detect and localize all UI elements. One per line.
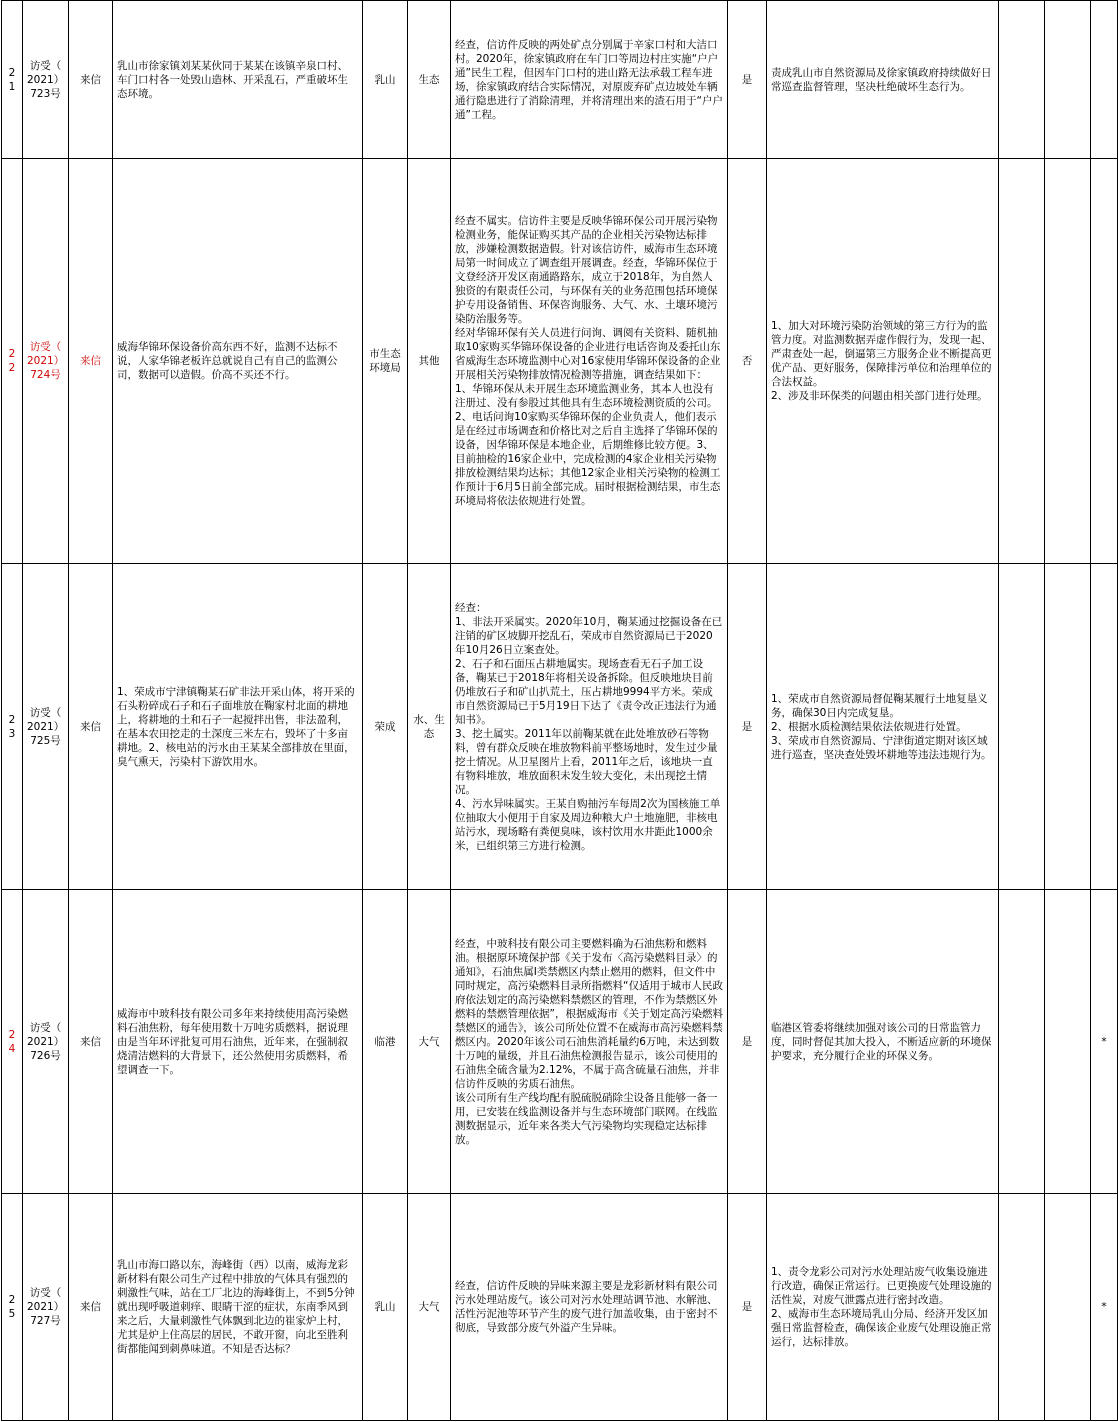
- source-type: 来信: [69, 890, 113, 1194]
- flag-mark: *: [1091, 890, 1118, 1194]
- blank-column: [999, 159, 1045, 564]
- investigation-result: [451, 1, 728, 159]
- handling-measures: [767, 890, 999, 1194]
- complaint-content: [113, 1194, 363, 1421]
- text-paragraph: 1、加大对环境污染防治领域的第三方行为的监管力度。对监测数据弄虚作假行为，发现一起、严肃查处一起，倒逼第三方服务企业不断提高更优产品、更好服务，保障排污单位和治理单位的合法权益。: [771, 320, 992, 388]
- case-code-line: 2021）: [27, 720, 65, 733]
- text-paragraph: 该公司所有生产线均配有脱硫脱硝除尘设备且能够一备一用，已安装在线监测设备并与生态环境部门联网。在线监测数据显示，近年来各类大气污染物均实现稳定达标排放。: [455, 1091, 718, 1146]
- case-code-line: 724号: [30, 369, 61, 381]
- complaint-content: [113, 890, 363, 1194]
- is-verified: 是: [728, 564, 767, 890]
- text-paragraph: 2、涉及非环保类的问题由相关部门进行处理。: [771, 390, 988, 402]
- case-code-line: 726号: [30, 1049, 61, 1062]
- text-paragraph: 威海市中玻科技有限公司多年来持续使用高污染燃料石油焦粉，每年使用数十万吨劣质燃料，据说理由是当年环评批复可用石油焦，近年来，在强制叙烧清洁燃料的大背景下，还公然使用劣质燃料，希望调查一下。: [117, 1007, 348, 1076]
- case-code-line: 727号: [30, 1315, 61, 1327]
- complaint-content: [113, 1, 363, 159]
- source-type: 来信: [69, 1, 113, 159]
- text-paragraph: 经对华锦环保有关人员进行问询、调阅有关资料、随机抽取10家购买华锦环保设备的企业进行电话咨询及委托山东省威海生态环境监测中心对16家使用华锦环保设备的企业开展相关污染物排放情况检测等措施，调查结果如下：: [455, 327, 721, 381]
- text-paragraph: 经查：: [455, 601, 487, 614]
- handling-measures: [767, 564, 999, 890]
- investigation-result: [451, 890, 728, 1194]
- blank-column: [1045, 1, 1091, 159]
- handling-measures: [767, 1194, 999, 1421]
- text-paragraph: 1、荣成市宁津镇鞠某石矿非法开采山体，将开采的石头粉碎成石子和石子面堆放在鞠家村北面的耕地上，将耕地的土和石子一起搅拌出售，非法盈利，在基本农田挖走的土深度三米左右，毁坏了十多亩耕地。2、核电站的污水由王某某全部排放在里面，臭气熏天，污染村下游饮用水。: [117, 685, 355, 768]
- case-code-line: 访受（: [29, 341, 62, 353]
- text-paragraph: 1、非法开采属实。2020年10月，鞠某通过挖掘设备在已注销的矿区坡脚开挖乱石，荣成市自然资源局已于2020年10月26日立案查处。: [455, 615, 723, 656]
- case-code-line: 2021）: [27, 355, 65, 367]
- administrative-area: 乳山: [363, 1, 408, 159]
- text-paragraph: 1、华锦环保从未开展生态环境监测业务，其本人也没有注册过、没有参股过其他具有生态环境检测资质的公司。: [455, 383, 718, 409]
- text-paragraph: 2、石子和石面压占耕地属实。现场查看无石子加工设备，鞠某已于2018年将相关设备拆除。但反映地块目前仍堆放石子和矿山扒荒土，压占耕地9994平方米。荣成市自然资源局已于5月19日下达了《责令改正违法行为通知书》。: [455, 657, 717, 726]
- complaint-table: [1, 0, 1118, 1421]
- pollution-category: 大气: [408, 1194, 451, 1421]
- flag-mark: [1091, 1, 1118, 159]
- text-paragraph: 经查，信访件反映的异味来源主要是龙彩新材料有限公司污水处理站废气。该公司对污水处理站调节池、水解池、活性污泥池等环节产生的废气进行加盖收集，由于密封不彻底，导致部分废气外溢产生异味。: [455, 1280, 718, 1334]
- row-number: 21: [2, 1, 23, 159]
- source-type: 来信: [69, 1194, 113, 1421]
- text-paragraph: 责成乳山市自然资源局及徐家镇政府持续做好日常巡查监督管理，坚决杜绝破坏生态行为。: [771, 66, 992, 93]
- text-paragraph: 3、挖土属实。2011年以前鞠某就在此处堆放砂石等物料，曾有群众反映在堆放物料前平整场地时，发生过少量挖土情况。从卫星图片上看，2011年之后，该地块一直有物料堆放，堆放面积未发生较大变化，未出现挖土情况。: [455, 727, 718, 796]
- blank-column: [1045, 1194, 1091, 1421]
- handling-measures: [767, 159, 999, 564]
- case-code-line: 访受（: [29, 1287, 62, 1299]
- is-verified: 是: [728, 1194, 767, 1421]
- text-paragraph: 3、荣成市自然资源局、宁津街道定期对该区域进行巡查，坚决查处毁坏耕地等违法违规行为。: [771, 734, 992, 761]
- blank-column: [1045, 159, 1091, 564]
- text-paragraph: 经查，中玻科技有限公司主要燃料确为石油焦粉和燃料油。根据原环境保护部《关于发布〈高污染燃料目录〉的通知》，石油焦属Ⅰ类禁燃区内禁止燃用的燃料，但文件中同时规定，高污染燃料目录所指燃料“仅适用于城市人民政府依法划定的高污染燃料禁燃区的管理，不作为禁燃区外燃料的禁燃管理依据”，根据威海市《关于划定高污染燃料禁燃区的通告》，该公司所处位置不在威海市高污染燃料禁燃区内。2020年该公司石油焦消耗量约6万吨，未达到数十万吨的量级，并且石油焦检测报告显示，该公司使用的石油焦全硫含量为2.12%，不属于高含硫量石油焦，并非信访件反映的劣质石油焦。: [455, 937, 723, 1090]
- blank-column: [1045, 890, 1091, 1194]
- row-number: 25: [2, 1194, 23, 1421]
- pollution-category: 其他: [408, 159, 451, 564]
- administrative-area: 荣成: [363, 564, 408, 890]
- text-paragraph: 2、根据水质检测结果依法依规进行处置。: [771, 720, 967, 733]
- pollution-category: 生态: [408, 1, 451, 159]
- is-verified: 否: [728, 159, 767, 564]
- pollution-category: 水、生态: [408, 564, 451, 890]
- source-type: 来信: [69, 564, 113, 890]
- text-paragraph: 1、荣成市自然资源局督促鞠某履行土地复垦义务，确保30日内完成复垦。: [771, 692, 988, 719]
- text-paragraph: 1、责令龙彩公司对污水处理站废气收集设施进行改造，确保正常运行。已更换废气处理设施的活性炭，对废气泄露点进行密封改造。: [771, 1266, 992, 1306]
- blank-column: [999, 1194, 1045, 1421]
- source-type: 来信: [69, 159, 113, 564]
- complaint-content: [113, 159, 363, 564]
- case-code-line: 访受（: [29, 1021, 62, 1034]
- text-paragraph: 乳山市徐家镇刘某某伙同于某某在该镇辛泉口村、车门口村各一处毁山造林、开采乱石，严重破坏生态环境。: [117, 59, 348, 100]
- text-paragraph: 威海华锦环保设备价高东西不好，监测不达标不说，人家华锦老板许总就说自己有自己的监测公司，数据可以造假。价高不买还不行。: [117, 341, 338, 381]
- is-verified: 是: [728, 1, 767, 159]
- row-number: 24: [2, 890, 23, 1194]
- case-code-line: 2021）: [27, 1301, 65, 1313]
- case-code-line: 2021）: [27, 73, 65, 86]
- administrative-area: 市生态环境局: [363, 159, 408, 564]
- investigation-result: [451, 1194, 728, 1421]
- flag-mark: *: [1091, 1194, 1118, 1421]
- blank-column: [999, 564, 1045, 890]
- text-paragraph: 乳山市海口路以东，海峰街（西）以南，威海龙彩新材料有限公司生产过程中排放的气体具有强烈的刺激性气味，站在工厂北边的海峰街上，不到5分钟就出现呼吸道刺痒、眼睛干涩的症状，东南季风到来之后，大量刺激性气体飘到北边的崔家炉上村，尤其是炉上住高层的居民，不敢开窗，向北至胜利街都能闻到刺鼻味道。不知是否达标？: [117, 1259, 355, 1355]
- case-code-line: 725号: [30, 734, 61, 747]
- investigation-result: [451, 159, 728, 564]
- flag-mark: [1091, 159, 1118, 564]
- case-code-line: 访受（: [29, 59, 62, 72]
- blank-column: [999, 1, 1045, 159]
- table-row: [2, 564, 1118, 890]
- row-number: 22: [2, 159, 23, 564]
- handling-measures: [767, 1, 999, 159]
- case-code: [23, 159, 69, 564]
- is-verified: 是: [728, 890, 767, 1194]
- text-paragraph: 2、电话问询10家购买华锦环保的企业负责人，他们表示是在经过市场调查和价格比对之后自主选择了华锦环保的设备，因华锦环保是本地企业，后期维修比较方便。3、目前抽检的16家企业中，完成检测的4家企业相关污染物排放检测结果均达标；其他12家企业相关污染物的检测工作预计于6月5日前全部完成。届时根据检测结果，市生态环境局将依法依规进行处置。: [455, 411, 721, 507]
- case-code-line: 723号: [30, 87, 61, 100]
- table-row: [2, 1194, 1118, 1421]
- case-code-line: 访受（: [29, 706, 62, 719]
- table-row: [2, 1, 1118, 159]
- case-code: [23, 1, 69, 159]
- case-code: [23, 890, 69, 1194]
- text-paragraph: 2、威海市生态环境局乳山分局、经济开发区加强日常监督检查，确保该企业废气处理设施正常运行，达标排放。: [771, 1308, 992, 1348]
- text-paragraph: 经查，信访件反映的两处矿点分别属于辛家口村和大洁口村。2020年，徐家镇政府在车门口等周边村庄实施“户户通”民生工程，但因车门口村的进山路无法承载工程车进场，徐家镇政府结合实际情况，对原废弃矿点边坡处车辆通行隐患进行了消除清理，并将清理出来的渣石用于“户户通”工程。: [455, 38, 723, 121]
- case-code: [23, 564, 69, 890]
- case-code-line: 2021）: [27, 1035, 65, 1048]
- administrative-area: 临港: [363, 890, 408, 1194]
- investigation-result: [451, 564, 728, 890]
- flag-mark: [1091, 564, 1118, 890]
- case-code: [23, 1194, 69, 1421]
- administrative-area: 乳山: [363, 1194, 408, 1421]
- text-paragraph: 临港区管委将继续加强对该公司的日常监管力度，同时督促其加大投入，不断适应新的环境保护要求，充分履行企业的环保义务。: [771, 1021, 992, 1062]
- text-paragraph: 4、污水异味属实。王某自购抽污车每周2次为国核施工单位抽取大小便用于自家及周边种粮大户土地施肥，非核电站污水，现场略有粪便臭味，该村饮用水井距此1000余米，已组织第三方进行检测。: [455, 797, 721, 852]
- table-row: [2, 159, 1118, 564]
- table-row: [2, 890, 1118, 1194]
- pollution-category: 大气: [408, 890, 451, 1194]
- text-paragraph: 经查不属实。信访件主要是反映华锦环保公司开展污染物检测业务，能保证购买其产品的企业相关污染物达标排放，涉嫌检测数据造假。针对该信访件，威海市生态环境局第一时间成立了调查组开展调查。经查，华锦环保位于文登经济开发区南通路路东，成立于2018年，为自然人独资的有限责任公司，与环保有关的业务范围包括环境保护专用设备销售、环保咨询服务、大气、水、土壤环境污染防治服务等。: [455, 215, 718, 325]
- row-number: 23: [2, 564, 23, 890]
- blank-column: [1045, 564, 1091, 890]
- complaint-content: [113, 564, 363, 890]
- blank-column: [999, 890, 1045, 1194]
